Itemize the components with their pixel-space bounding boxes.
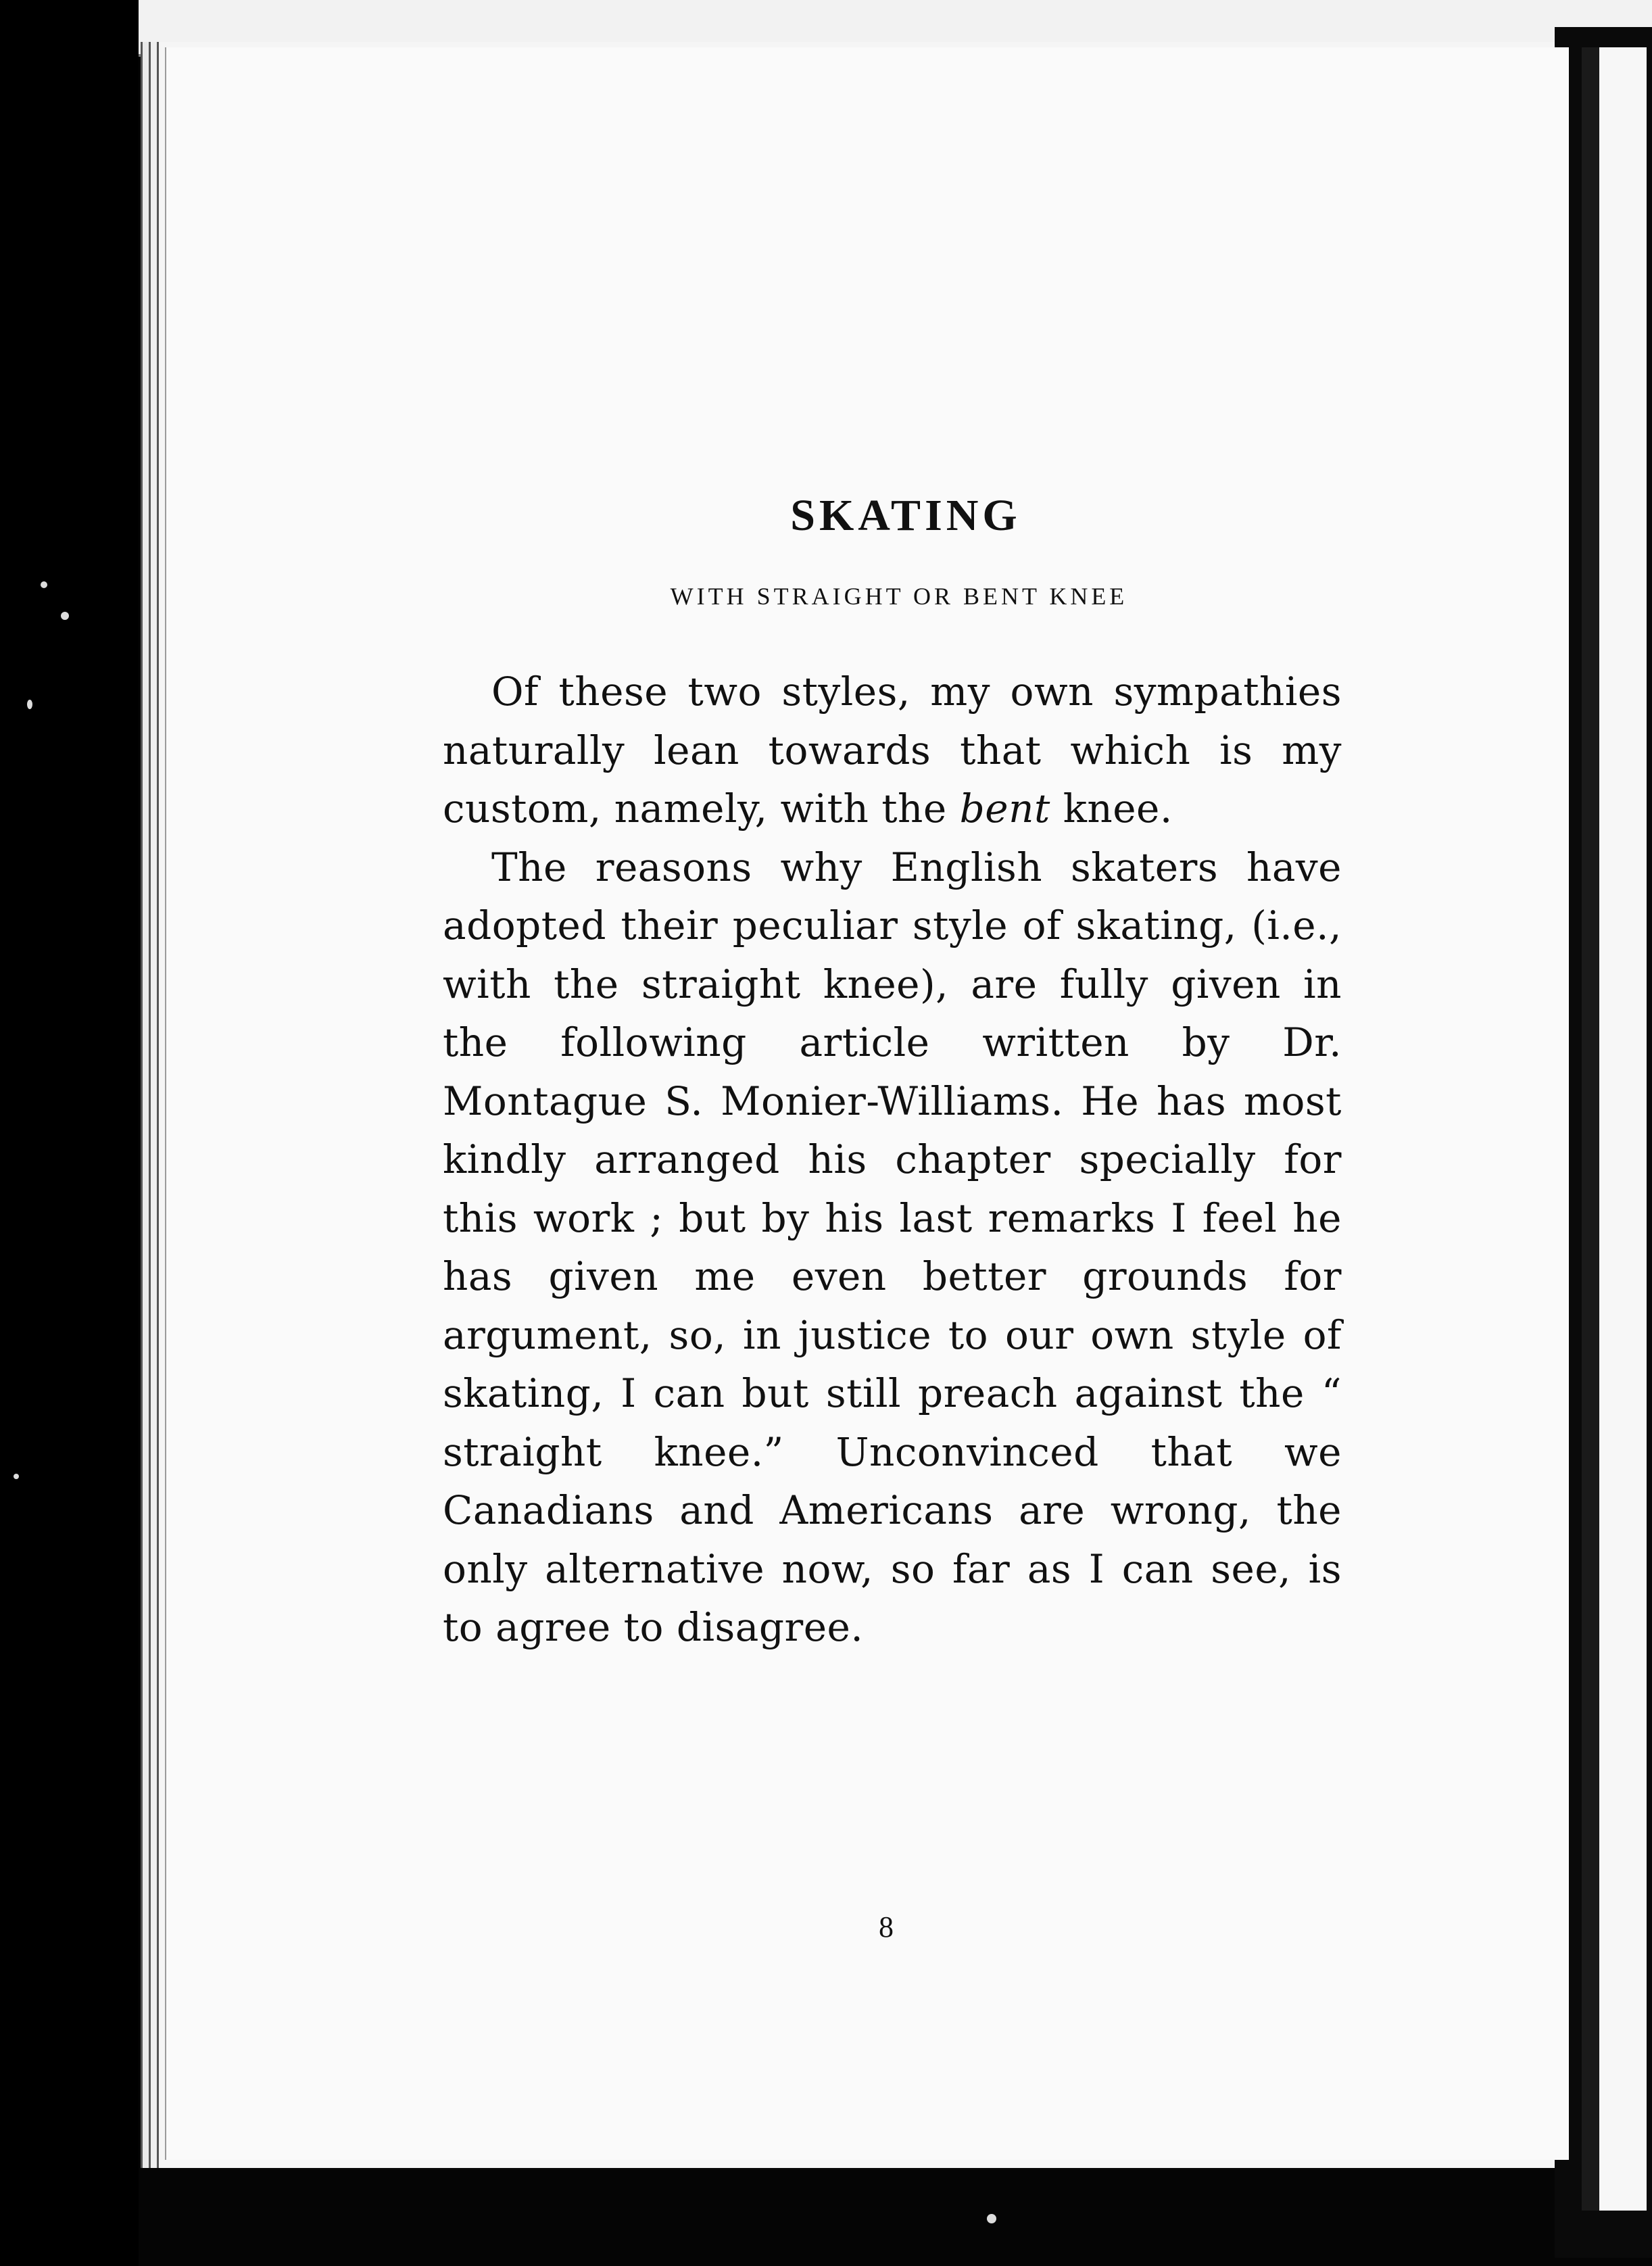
left-scan-margin <box>0 0 139 2266</box>
facing-page-edge <box>1582 47 1647 2211</box>
paragraph-1-text-start: Of these two styles, my own sympathies naturally lean towards that which is my custom, namely, with the <box>443 669 1342 831</box>
chapter-title: SKATING <box>790 491 1021 540</box>
chapter-subtitle: WITH STRAIGHT OR BENT KNEE <box>670 583 1128 610</box>
scan-speck <box>41 581 47 588</box>
paragraph-1-text-end: knee. <box>1050 786 1173 831</box>
body-text <box>443 662 1342 1657</box>
scan-speck <box>27 700 32 709</box>
paragraph-1-italic: bent <box>959 786 1050 831</box>
page-number: 8 <box>879 1910 894 1944</box>
paragraph-2: The reasons why English skaters have adopted their peculiar style of skating, (i.e., with the straight knee), are fully given in the following article written by Dr. Montague S. Monier-Williams. He has most kindly arranged his chapter specially for this work ; but by his last remarks I feel he has given me even better grounds for argument, so, in justice to our own style of skating, I can but still preach against the “ straight knee.” Unconvinced that we Canadians and Americans are wrong, the only alternative now, so far as I can see, is to agree to disagree. <box>443 844 1342 1650</box>
scan-speck <box>987 2214 996 2223</box>
page-content <box>443 473 1342 1657</box>
scan-speck <box>61 612 69 620</box>
scan-speck <box>14 1474 19 1479</box>
paragraph-1 <box>443 662 1342 838</box>
